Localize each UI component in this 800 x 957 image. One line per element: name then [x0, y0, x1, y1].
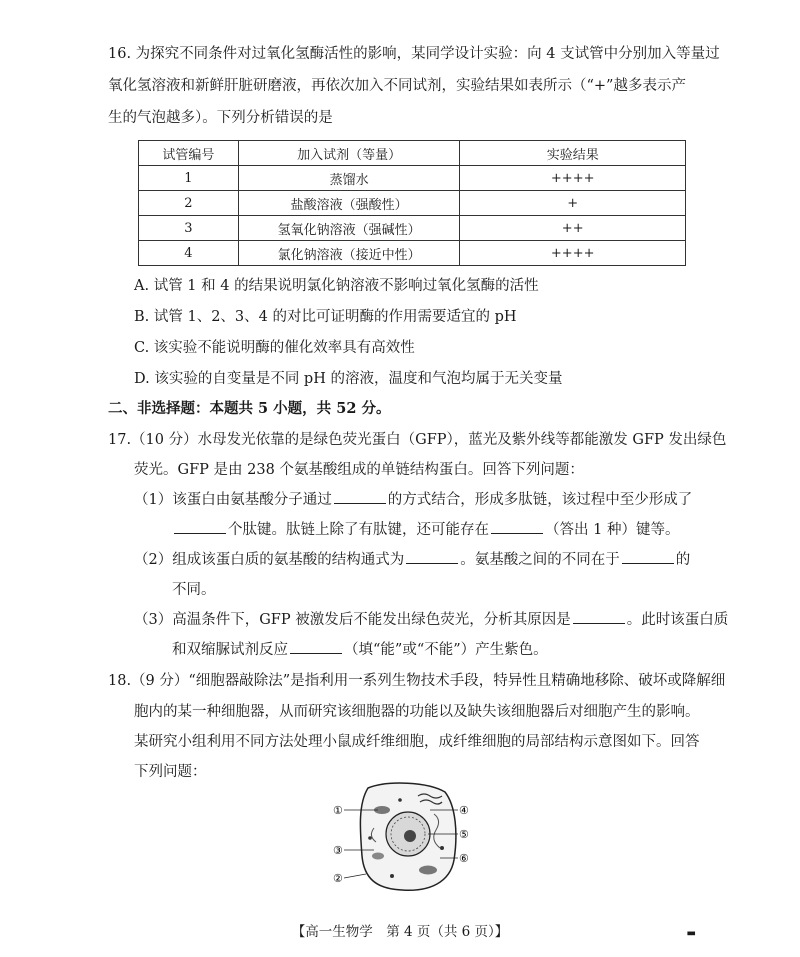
- q16-line-3: 生的气泡越多）。下列分析错误的是: [108, 110, 333, 126]
- q17-text: 。此时该蛋白质: [626, 612, 729, 628]
- q17-text: （2）组成该蛋白质的氨基酸的结构通式为: [134, 552, 405, 568]
- table-row: [139, 191, 686, 216]
- nucleolus: [404, 830, 416, 842]
- table-cell: ++: [460, 216, 686, 241]
- q16-option-a: A. 试管 1 和 4 的结果说明氯化钠溶液不影响过氧化氢酶的活性: [134, 278, 539, 294]
- answer-blank: [491, 519, 543, 534]
- table-cell: +: [460, 191, 686, 216]
- ribosome: [368, 836, 372, 840]
- q17-text: 的方式结合，形成多肽链，该过程中至少形成了: [387, 492, 693, 508]
- table-cell: 1: [139, 166, 239, 191]
- q17-text: 个肽键。肽链上除了有肽键，还可能存在: [228, 522, 489, 538]
- section-heading: 二、非选择题：本题共 5 小题，共 52 分。: [108, 400, 391, 417]
- table-cell: ++++: [460, 166, 686, 191]
- table-header-row: [139, 141, 686, 166]
- q18-line-1: 18.（9 分）“细胞器敲除法”是指利用一系列生物技术手段，特异性且精确地移除、破坏或降解细: [108, 673, 726, 689]
- answer-blank: [290, 639, 342, 654]
- label-leader: [344, 874, 366, 878]
- q17-text: （1）该蛋白由氨基酸分子通过: [134, 492, 332, 508]
- table-cell: 盐酸溶液（强酸性）: [238, 191, 460, 216]
- ribosome: [390, 874, 394, 878]
- q17-intro-2: 荧光。GFP 是由 238 个氨基酸组成的单链结构蛋白。回答下列问题：: [134, 462, 584, 478]
- q18-line-4: 下列问题：: [134, 764, 207, 780]
- q17-text: 和双缩脲试剂反应: [172, 642, 288, 658]
- table-header-cell: 加入试剂（等量）: [238, 141, 460, 166]
- diagram-label: ⑤: [459, 828, 469, 841]
- table-cell: 氯化钠溶液（接近中性）: [238, 241, 460, 266]
- table-cell: 3: [139, 216, 239, 241]
- q17-text: 的: [675, 552, 691, 568]
- q16-line-2: 氧化氢溶液和新鲜肝脏研磨液，再依次加入不同试剂，实验结果如表所示（“+”越多表示产: [108, 78, 686, 94]
- diagram-label: ①: [333, 804, 343, 817]
- diagram-label: ②: [333, 872, 343, 885]
- q17-part3-line2: [172, 639, 548, 661]
- diagram-label: ③: [333, 844, 343, 857]
- q17-part1-line2: [172, 519, 679, 541]
- q16-option-b: B. 试管 1、2、3、4 的对比可证明酶的作用需要适宜的 pH: [134, 309, 517, 325]
- q17-part1-line1: [134, 489, 692, 511]
- q17-text: （答出 1 种）键等。: [545, 522, 680, 538]
- q17-part2-line2: 不同。: [172, 582, 216, 598]
- table-row: [139, 241, 686, 266]
- q17-part2-line1: [134, 549, 690, 571]
- diagram-label: ④: [459, 804, 469, 817]
- diagram-label: ⑥: [459, 852, 469, 865]
- ribosome: [440, 846, 444, 850]
- answer-blank: [406, 549, 458, 564]
- answer-blank: [334, 489, 386, 504]
- q17-intro-1: 17.（10 分）水母发光依靠的是绿色荧光蛋白（GFP），蓝光及紫外线等都能激发 GFP 发出绿色: [108, 432, 727, 448]
- q16-line-1: 16. 为探究不同条件对过氧化氢酶活性的影响，某同学设计实验：向 4 支试管中分别加入等量过: [108, 46, 720, 62]
- mitochondrion: [419, 866, 437, 875]
- table-row: [139, 166, 686, 191]
- q17-text: 。氨基酸之间的不同在于: [460, 552, 620, 568]
- table-cell: 氢氧化钠溶液（强碱性）: [238, 216, 460, 241]
- page-footer: 【高一生物学 第 4 页（共 6 页）】: [291, 924, 509, 940]
- q17-text: （3）高温条件下，GFP 被激发后不能发出绿色荧光，分析其原因是: [134, 612, 571, 628]
- mitochondrion: [372, 853, 384, 860]
- answer-blank: [622, 549, 674, 564]
- ribosome: [398, 798, 402, 802]
- table-cell: 蒸馏水: [238, 166, 460, 191]
- q18-line-3: 某研究小组利用不同方法处理小鼠成纤维细胞，成纤维细胞的局部结构示意图如下。回答: [134, 734, 700, 750]
- table-cell: 4: [139, 241, 239, 266]
- q18-line-2: 胞内的某一种细胞器，从而研究该细胞器的功能以及缺失该细胞器后对细胞产生的影响。: [134, 704, 700, 720]
- fibroblast-cell-diagram: [330, 778, 475, 896]
- q16-option-d: D. 该实验的自变量是不同 pH 的溶液，温度和气泡均属于无关变量: [134, 371, 563, 387]
- table-cell: 2: [139, 191, 239, 216]
- q16-option-c: C. 该实验不能说明酶的催化效率具有高效性: [134, 340, 415, 356]
- corner-mark: ▬: [686, 928, 696, 939]
- q17-part3-line1: [134, 609, 728, 631]
- answer-blank: [573, 609, 625, 624]
- table-cell: ++++: [460, 241, 686, 266]
- answer-blank: [174, 519, 226, 534]
- table-row: [139, 216, 686, 241]
- q16-results-table: [138, 140, 686, 266]
- table-header-cell: 试管编号: [139, 141, 239, 166]
- q17-text: （填“能”或“不能”）产生紫色。: [344, 642, 548, 658]
- table-header-cell: 实验结果: [460, 141, 686, 166]
